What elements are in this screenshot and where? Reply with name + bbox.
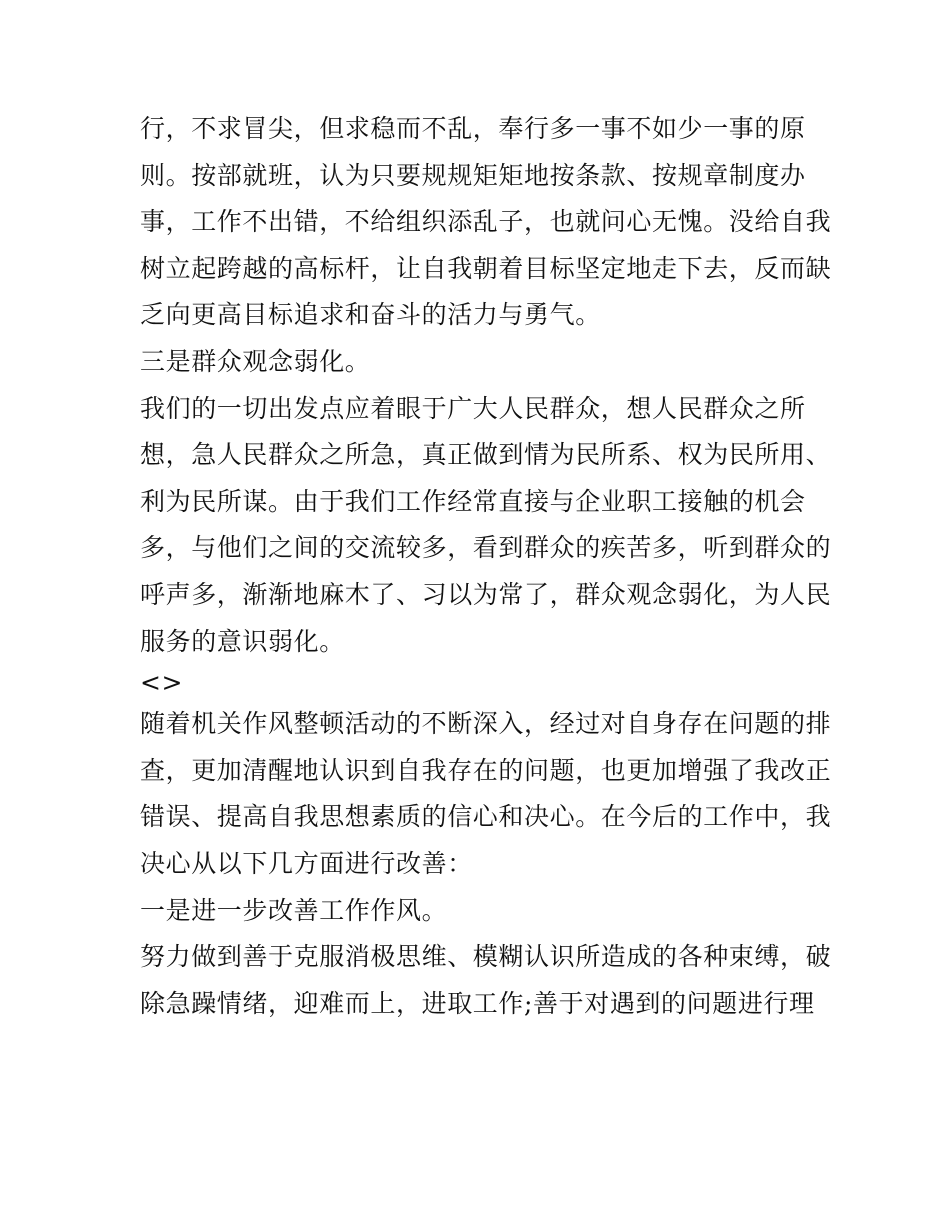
text-line: 错误、提高自我思想素质的信心和决心。在今后的工作中，我 [140, 802, 832, 832]
text-line: 服务的意识弱化。 [140, 626, 345, 656]
text-line: 行，不求冒尖，但求稳而不乱，奉行多一事不如少一事的原 [140, 114, 806, 143]
separator-mark: <> [140, 668, 184, 698]
document-page [140, 106, 830, 1027]
text-line: 呼声多，渐渐地麻木了、习以为常了，群众观念弱化，为人民 [140, 579, 832, 609]
text-line: 查，更加清醒地认识到自我存在的问题，也更加增强了我改正 [140, 755, 832, 785]
text-line: 乏向更高目标追求和奋斗的活力与勇气。 [140, 300, 601, 330]
text-line: 决心从以下几方面进行改善： [140, 848, 473, 878]
text-line: 事，工作不出错，不给组织添乱子，也就问心无愧。没给自我 [140, 207, 832, 237]
section-heading: 三是群众观念弱化。 [140, 346, 371, 376]
text-line: 利为民所谋。由于我们工作经常直接与企业职工接触的机会 [140, 486, 806, 516]
text-line: 除急躁情绪，迎难而上，进取工作;善于对遇到的问题进行理 [140, 988, 815, 1018]
text-line: 努力做到善于克服消极思维、模糊认识所造成的各种束缚，破 [140, 942, 832, 972]
text-line: 想，急人民群众之所急，真正做到情为民所系、权为民所用、 [140, 440, 832, 470]
text-line: 树立起跨越的高标杆，让自我朝着目标坚定地走下去，反而缺 [140, 253, 832, 283]
text-line: 则。按部就班，认为只要规规矩矩地按条款、按规章制度办 [140, 160, 806, 190]
text-line: 随着机关作风整顿活动的不断深入，经过对自身存在问题的排 [140, 709, 832, 739]
text-line: 多，与他们之间的交流较多，看到群众的疾苦多，听到群众的 [140, 533, 832, 563]
section-heading: 一是进一步改善工作作风。 [140, 895, 448, 925]
text-line: 我们的一切出发点应着眼于广大人民群众，想人民群众之所 [140, 393, 806, 423]
